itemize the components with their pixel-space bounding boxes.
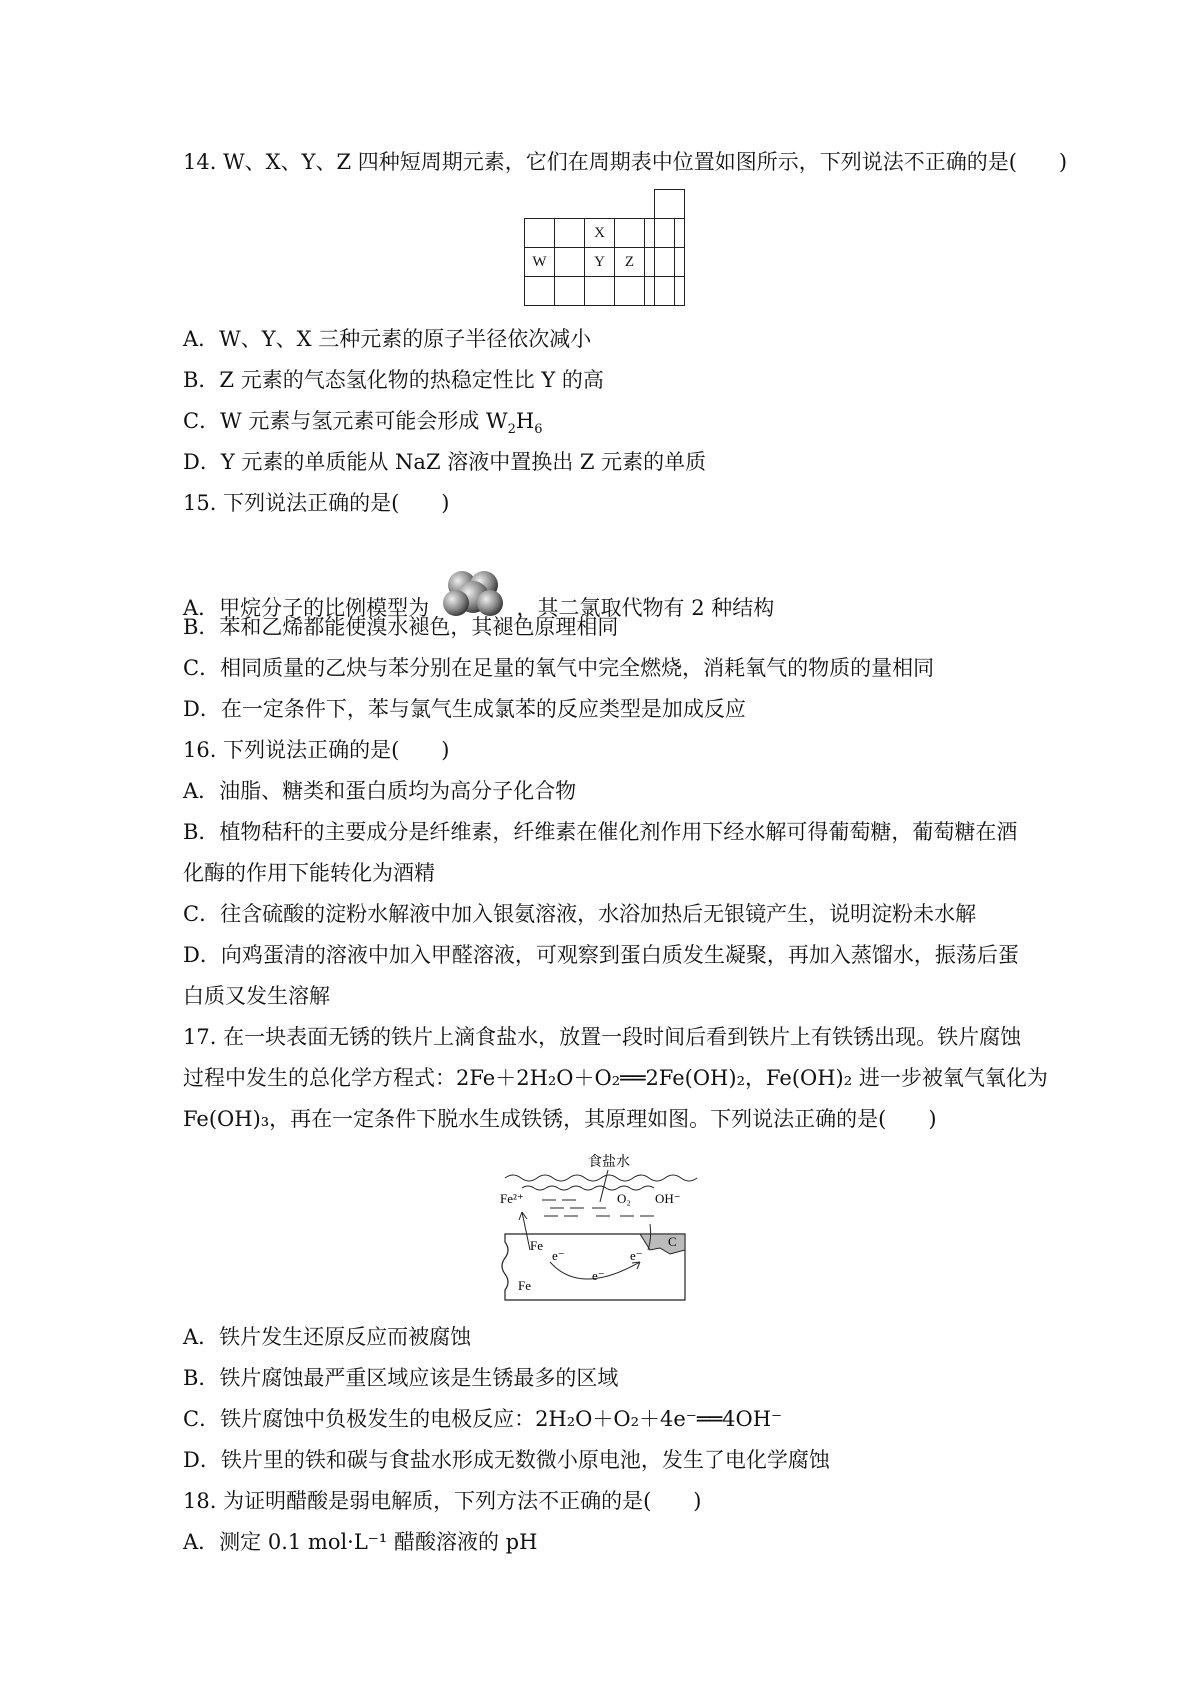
q18-stem: 18. 为证明醋酸是弱电解质，下列方法不正确的是( )	[183, 1489, 702, 1513]
corrosion-figure	[500, 1150, 710, 1310]
fig-c-label: C	[668, 1234, 677, 1249]
fig-fe2-label: Fe²⁺	[500, 1191, 524, 1206]
q16-option-b-line1: B．植物秸秆的主要成分是纤维素，纤维素在催化剂作用下经水解可得葡萄糖，葡萄糖在酒	[183, 820, 1018, 844]
fig-salt-label: 食盐水	[588, 1155, 630, 1170]
q17-option-c: C．铁片腐蚀中负极发生的电极反应：2H₂O＋O₂＋4e⁻══4OH⁻	[183, 1407, 783, 1431]
q17-option-d: D．铁片里的铁和碳与食盐水形成无数微小原电池，发生了电化学腐蚀	[183, 1448, 830, 1472]
svg-text:e⁻: e⁻	[630, 1248, 643, 1263]
cell-w: W	[524, 247, 555, 277]
q14-option-d: D．Y 元素的单质能从 NaZ 溶液中置换出 Z 元素的单质	[183, 450, 707, 474]
q18-option-a: A．测定 0.1 mol·L⁻¹ 醋酸溶液的 pH	[183, 1530, 538, 1554]
fig-oh-label: OH⁻	[655, 1191, 681, 1206]
q16-option-b-line2: 化酶的作用下能转化为酒精	[183, 861, 435, 885]
q15-stem: 15. 下列说法正确的是( )	[183, 491, 450, 515]
fig-fe-plate-label: Fe	[518, 1278, 531, 1293]
q17-option-a: A．铁片发生还原反应而被腐蚀	[183, 1325, 472, 1349]
q16-option-d-line2: 白质又发生溶解	[183, 984, 330, 1008]
q14-option-a: A．W、Y、X 三种元素的原子半径依次减小	[183, 327, 592, 351]
q16-option-a: A．油脂、糖类和蛋白质均为高分子化合物	[183, 779, 577, 803]
svg-text:e⁻: e⁻	[552, 1248, 565, 1263]
q17-stem-line2: 过程中发生的总化学方程式：2Fe＋2H₂O＋O₂══2Fe(OH)₂，Fe(OH)₂ 进一步被氧气氧化为	[183, 1066, 1048, 1090]
q15-option-a: A．甲烷分子的比例模型为 ，其二氯取代物有 2 种结构	[183, 569, 774, 623]
q17-stem-line1: 17. 在一块表面无锈的铁片上滴食盐水，放置一段时间后看到铁片上有铁锈出现。铁片腐蚀	[183, 1025, 1022, 1049]
cell-y: Y	[584, 247, 615, 277]
svg-text:e⁻: e⁻	[592, 1268, 605, 1283]
q17-stem-line3: Fe(OH)₃，再在一定条件下脱水生成铁锈，其原理如图。下列说法正确的是( )	[183, 1107, 937, 1131]
fig-fe-label: Fe	[530, 1238, 543, 1253]
cell-z: Z	[614, 247, 645, 277]
q17-option-b: B．铁片腐蚀最严重区域应该是生锈最多的区域	[183, 1366, 619, 1390]
q15-option-c: C．相同质量的乙炔与苯分别在足量的氧气中完全燃烧，消耗氧气的物质的量相同	[183, 656, 935, 680]
q14-stem: 14. W、X、Y、Z 四种短周期元素，它们在周期表中位置如图所示，下列说法不正确的是( )	[183, 150, 1068, 174]
q15-option-d: D．在一定条件下，苯与氯气生成氯苯的反应类型是加成反应	[183, 697, 746, 721]
q14-option-c: C．W 元素与氢元素可能会形成 $W_2H_6$	[183, 409, 543, 438]
q15-option-b: B．苯和乙烯都能使溴水褪色，其褪色原理相同	[183, 615, 619, 639]
q16-option-d-line1: D．向鸡蛋清的溶液中加入甲醛溶液，可观察到蛋白质发生凝聚，再加入蒸馏水，振荡后蛋	[183, 943, 1019, 967]
cell-x: X	[584, 218, 615, 248]
q14-option-b: B．Z 元素的气态氢化物的热稳定性比 Y 的高	[183, 368, 604, 392]
fig-o2-label: O₂	[617, 1191, 631, 1206]
q16-stem: 16. 下列说法正确的是( )	[183, 738, 450, 762]
q16-option-c: C．往含硫酸的淀粉水解液中加入银氨溶液，水浴加热后无银镜产生，说明淀粉未水解	[183, 902, 977, 926]
